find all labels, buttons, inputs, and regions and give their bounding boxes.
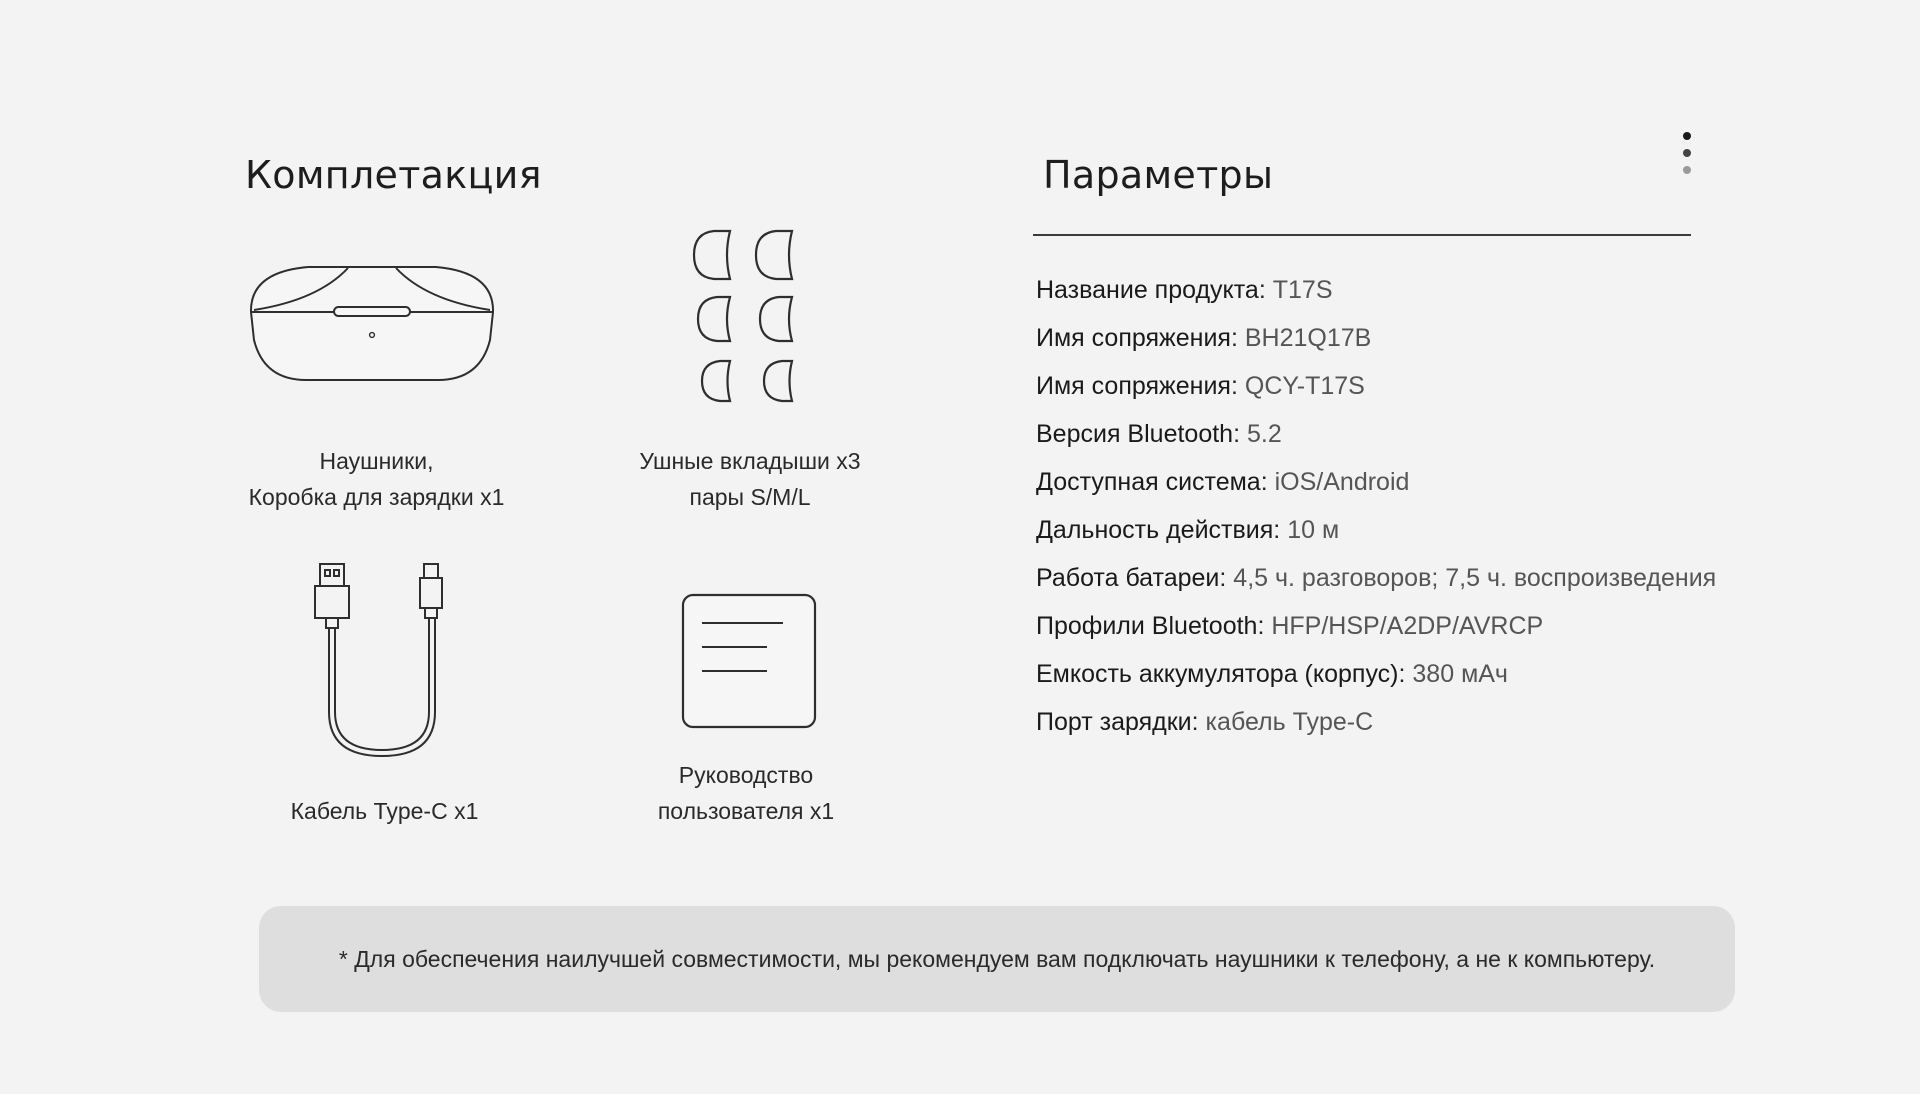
param-value: HFP/HSP/A2DP/AVRCP [1271, 612, 1544, 640]
kit-earbuds-label-line-1: Наушники, [319, 448, 434, 474]
param-key: Порт зарядки [1036, 708, 1192, 736]
param-value: QCY-T17S [1244, 372, 1365, 400]
compatibility-note-text: * Для обеспечения наилучшей совместимости, мы рекомендуем вам подключать наушники к телефону, а не к компьютеру. [338, 945, 1656, 972]
menu-dot-1 [1683, 132, 1691, 140]
params-list [1036, 266, 1716, 746]
params-divider [1033, 234, 1691, 236]
kit-eartips-label-line-1: Ушные вкладыши x3 [639, 448, 861, 474]
param-key: Имя сопряжения [1036, 324, 1231, 352]
kit-earbuds-label-line-2: Коробка для зарядки x1 [248, 484, 505, 510]
kit-cable-label-line-1: Кабель Type-C x1 [290, 798, 479, 824]
param-key: Название продукта [1036, 276, 1259, 304]
param-row: Доступная система: iOS/Android [1036, 468, 1410, 496]
param-value: 10 м [1287, 516, 1340, 544]
params-section-title: Параметры [1043, 153, 1274, 198]
param-key: Имя сопряжения [1036, 372, 1231, 400]
menu-dot-2 [1683, 149, 1691, 157]
param-key: Работа батареи [1036, 564, 1220, 592]
param-value: кабель Type-C [1205, 708, 1374, 736]
charging-case-icon [248, 262, 496, 384]
param-value: T17S [1272, 276, 1333, 304]
param-row: Порт зарядки: кабель Type-C [1036, 708, 1374, 736]
param-row: Емкость аккумулятора (корпус): 380 мАч [1036, 660, 1508, 688]
param-value: BH21Q17B [1244, 324, 1372, 352]
ear-tips-icon [688, 225, 808, 407]
param-row: Имя сопряжения: BH21Q17B [1036, 324, 1372, 352]
param-value: 4,5 ч. разговоров; 7,5 ч. воспроизведения [1233, 564, 1717, 592]
kit-eartips-label-line-2: пары S/M/L [689, 484, 811, 510]
param-key: Профили Bluetooth [1036, 612, 1258, 640]
param-row: Имя сопряжения: QCY-T17S [1036, 372, 1365, 400]
param-key: Доступная система [1036, 468, 1261, 496]
param-row: Профили Bluetooth: HFP/HSP/A2DP/AVRCP [1036, 612, 1544, 640]
param-value: 5.2 [1246, 420, 1282, 448]
kit-manual-label-line-2: пользователя x1 [657, 798, 835, 824]
param-row: Название продукта: T17S [1036, 276, 1333, 304]
param-row: Дальность действия: 10 м [1036, 516, 1340, 544]
param-value: 380 мАч [1412, 660, 1508, 688]
param-key: Емкость аккумулятора (корпус) [1036, 660, 1399, 688]
menu-dot-3 [1683, 166, 1691, 174]
compatibility-note [259, 906, 1735, 1012]
param-row: Работа батареи: 4,5 ч. разговоров; 7,5 ч. воспроизведения [1036, 564, 1717, 592]
kit-section-title: Комплетакция [245, 153, 542, 198]
user-manual-icon [680, 592, 818, 730]
param-value: iOS/Android [1274, 468, 1410, 496]
param-row: Версия Bluetooth: 5.2 [1036, 420, 1282, 448]
kit-manual-label-line-1: Руководство [678, 762, 814, 788]
more-options-button[interactable] [1675, 128, 1699, 180]
usb-type-c-cable-icon [312, 560, 452, 760]
param-key: Дальность действия [1036, 516, 1274, 544]
param-key: Версия Bluetooth [1036, 420, 1234, 448]
